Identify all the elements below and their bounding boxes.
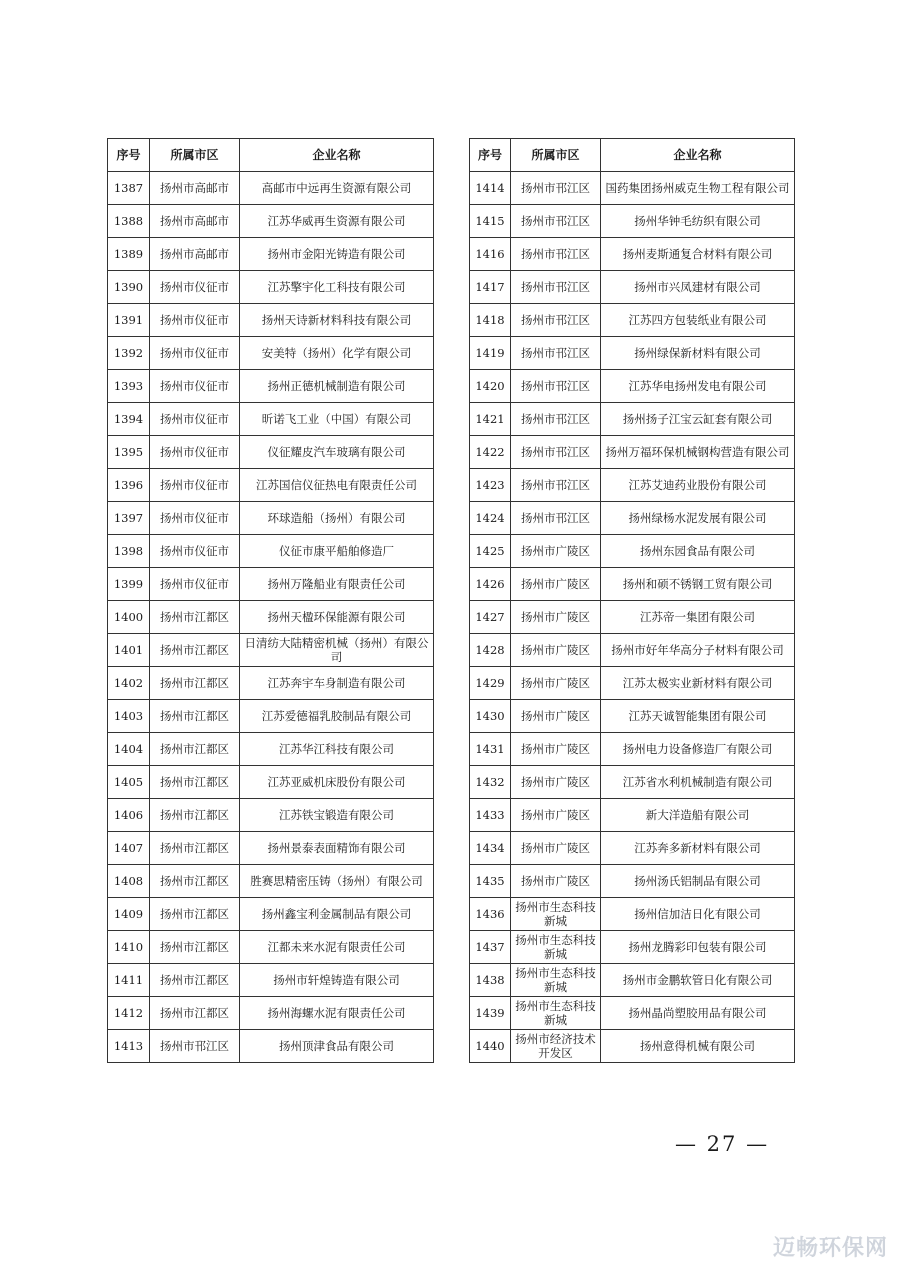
cell-district: 扬州市生态科技新城 — [511, 898, 601, 931]
cell-company: 扬州汤氏铝制品有限公司 — [601, 865, 795, 898]
table-row — [470, 931, 795, 964]
table-row — [108, 1030, 434, 1063]
table-row — [108, 997, 434, 1030]
cell-district: 扬州市广陵区 — [511, 865, 601, 898]
table-row — [108, 799, 434, 832]
cell-no: 1416 — [470, 238, 511, 271]
cell-district: 扬州市广陵区 — [511, 568, 601, 601]
table-row — [470, 667, 795, 700]
cell-district: 扬州市江都区 — [150, 799, 240, 832]
cell-no: 1427 — [470, 601, 511, 634]
cell-district: 扬州市仪征市 — [150, 568, 240, 601]
table-row — [108, 832, 434, 865]
table-header-row — [470, 139, 795, 172]
cell-company: 仪征耀皮汽车玻璃有限公司 — [240, 436, 434, 469]
cell-no: 1397 — [108, 502, 150, 535]
cell-no: 1431 — [470, 733, 511, 766]
table-row — [470, 172, 795, 205]
cell-no: 1419 — [470, 337, 511, 370]
cell-no: 1410 — [108, 931, 150, 964]
table-row — [108, 700, 434, 733]
cell-no: 1388 — [108, 205, 150, 238]
cell-district: 扬州市江都区 — [150, 700, 240, 733]
cell-district: 扬州市江都区 — [150, 733, 240, 766]
enterprise-table-right — [469, 138, 795, 1063]
header-no: 序号 — [108, 139, 150, 172]
cell-no: 1436 — [470, 898, 511, 931]
cell-company: 扬州市金阳光铸造有限公司 — [240, 238, 434, 271]
header-no: 序号 — [470, 139, 511, 172]
cell-district: 扬州市邗江区 — [511, 403, 601, 436]
cell-district: 扬州市邗江区 — [511, 502, 601, 535]
table-row — [470, 1030, 795, 1063]
cell-company: 江苏四方包装纸业有限公司 — [601, 304, 795, 337]
cell-company: 仪征市康平船舶修造厂 — [240, 535, 434, 568]
table-row — [470, 568, 795, 601]
cell-district: 扬州市仪征市 — [150, 535, 240, 568]
cell-company: 扬州市兴凤建材有限公司 — [601, 271, 795, 304]
cell-district: 扬州市广陵区 — [511, 766, 601, 799]
cell-company: 扬州扬子江宝云缸套有限公司 — [601, 403, 795, 436]
cell-district: 扬州市江都区 — [150, 634, 240, 667]
cell-no: 1412 — [108, 997, 150, 1030]
table-row — [470, 733, 795, 766]
cell-district: 扬州市生态科技新城 — [511, 997, 601, 1030]
cell-company: 江都未来水泥有限责任公司 — [240, 931, 434, 964]
table-row — [108, 931, 434, 964]
cell-no: 1387 — [108, 172, 150, 205]
table-row — [470, 370, 795, 403]
cell-district: 扬州市邗江区 — [511, 337, 601, 370]
table-row — [108, 304, 434, 337]
table-row — [470, 766, 795, 799]
cell-company: 扬州华钟毛纺织有限公司 — [601, 205, 795, 238]
cell-district: 扬州市邗江区 — [511, 271, 601, 304]
cell-district: 扬州市仪征市 — [150, 271, 240, 304]
cell-district: 扬州市广陵区 — [511, 535, 601, 568]
cell-district: 扬州市高邮市 — [150, 238, 240, 271]
table-row — [470, 271, 795, 304]
cell-company: 扬州电力设备修造厂有限公司 — [601, 733, 795, 766]
cell-no: 1438 — [470, 964, 511, 997]
cell-company: 江苏华威再生资源有限公司 — [240, 205, 434, 238]
cell-district: 扬州市广陵区 — [511, 601, 601, 634]
cell-district: 扬州市邗江区 — [150, 1030, 240, 1063]
cell-no: 1429 — [470, 667, 511, 700]
cell-company: 扬州晶尚塑胶用品有限公司 — [601, 997, 795, 1030]
cell-no: 1407 — [108, 832, 150, 865]
cell-company: 国药集团扬州威克生物工程有限公司 — [601, 172, 795, 205]
header-district: 所属市区 — [511, 139, 601, 172]
cell-company: 江苏帝一集团有限公司 — [601, 601, 795, 634]
cell-no: 1391 — [108, 304, 150, 337]
table-row — [470, 865, 795, 898]
cell-no: 1406 — [108, 799, 150, 832]
cell-no: 1408 — [108, 865, 150, 898]
table-row — [108, 667, 434, 700]
cell-company: 扬州天诗新材料科技有限公司 — [240, 304, 434, 337]
table-row — [470, 403, 795, 436]
cell-no: 1418 — [470, 304, 511, 337]
cell-company: 江苏爱德福乳胶制品有限公司 — [240, 700, 434, 733]
cell-no: 1420 — [470, 370, 511, 403]
cell-company: 江苏奔多新材料有限公司 — [601, 832, 795, 865]
table-body-right — [470, 172, 795, 1063]
cell-no: 1414 — [470, 172, 511, 205]
table-row — [108, 634, 434, 667]
cell-district: 扬州市江都区 — [150, 667, 240, 700]
cell-company: 扬州市轩煌铸造有限公司 — [240, 964, 434, 997]
cell-company: 扬州绿保新材料有限公司 — [601, 337, 795, 370]
cell-district: 扬州市广陵区 — [511, 667, 601, 700]
cell-no: 1432 — [470, 766, 511, 799]
cell-company: 安美特（扬州）化学有限公司 — [240, 337, 434, 370]
cell-district: 扬州市江都区 — [150, 997, 240, 1030]
header-district: 所属市区 — [150, 139, 240, 172]
cell-district: 扬州市仪征市 — [150, 502, 240, 535]
table-row — [108, 568, 434, 601]
cell-no: 1426 — [470, 568, 511, 601]
cell-company: 扬州万隆船业有限责任公司 — [240, 568, 434, 601]
table-row — [470, 799, 795, 832]
cell-district: 扬州市生态科技新城 — [511, 931, 601, 964]
table-row — [470, 205, 795, 238]
enterprise-table-left — [107, 138, 434, 1063]
table-row — [108, 238, 434, 271]
cell-no: 1417 — [470, 271, 511, 304]
cell-no: 1428 — [470, 634, 511, 667]
cell-district: 扬州市仪征市 — [150, 337, 240, 370]
cell-no: 1401 — [108, 634, 150, 667]
cell-company: 扬州万福环保机械钢构营造有限公司 — [601, 436, 795, 469]
cell-district: 扬州市仪征市 — [150, 436, 240, 469]
cell-no: 1435 — [470, 865, 511, 898]
site-watermark: 迈畅环保网 — [772, 1236, 888, 1261]
cell-district: 扬州市广陵区 — [511, 634, 601, 667]
cell-no: 1394 — [108, 403, 150, 436]
cell-district: 扬州市广陵区 — [511, 832, 601, 865]
cell-no: 1411 — [108, 964, 150, 997]
cell-district: 扬州市高邮市 — [150, 172, 240, 205]
cell-district: 扬州市江都区 — [150, 898, 240, 931]
cell-no: 1440 — [470, 1030, 511, 1063]
cell-no: 1422 — [470, 436, 511, 469]
table-row — [470, 700, 795, 733]
header-company: 企业名称 — [240, 139, 434, 172]
cell-company: 环球造船（扬州）有限公司 — [240, 502, 434, 535]
cell-company: 扬州龙腾彩印包装有限公司 — [601, 931, 795, 964]
page-number: — 27 — — [675, 1132, 770, 1156]
cell-no: 1393 — [108, 370, 150, 403]
cell-company: 江苏天诚智能集团有限公司 — [601, 700, 795, 733]
cell-company: 昕诺飞工业（中国）有限公司 — [240, 403, 434, 436]
cell-no: 1403 — [108, 700, 150, 733]
table-row — [108, 469, 434, 502]
cell-district: 扬州市仪征市 — [150, 304, 240, 337]
cell-district: 扬州市江都区 — [150, 601, 240, 634]
cell-district: 扬州市邗江区 — [511, 370, 601, 403]
cell-company: 扬州绿杨水泥发展有限公司 — [601, 502, 795, 535]
cell-company: 扬州景泰表面精饰有限公司 — [240, 832, 434, 865]
table-row — [470, 502, 795, 535]
cell-company: 扬州意得机械有限公司 — [601, 1030, 795, 1063]
cell-company: 江苏奔宇车身制造有限公司 — [240, 667, 434, 700]
header-company: 企业名称 — [601, 139, 795, 172]
cell-district: 扬州市仪征市 — [150, 469, 240, 502]
table-row — [470, 469, 795, 502]
table-row — [470, 997, 795, 1030]
cell-company: 扬州鑫宝利金属制品有限公司 — [240, 898, 434, 931]
table-row — [108, 337, 434, 370]
table-row — [108, 502, 434, 535]
table-row — [108, 898, 434, 931]
cell-no: 1396 — [108, 469, 150, 502]
cell-district: 扬州市江都区 — [150, 766, 240, 799]
cell-no: 1398 — [108, 535, 150, 568]
cell-no: 1433 — [470, 799, 511, 832]
cell-no: 1434 — [470, 832, 511, 865]
cell-company: 江苏华电扬州发电有限公司 — [601, 370, 795, 403]
cell-no: 1421 — [470, 403, 511, 436]
cell-company: 江苏艾迪药业股份有限公司 — [601, 469, 795, 502]
cell-company: 江苏擎宇化工科技有限公司 — [240, 271, 434, 304]
table-row — [108, 172, 434, 205]
cell-company: 江苏省水利机械制造有限公司 — [601, 766, 795, 799]
cell-company: 扬州市好年华高分子材料有限公司 — [601, 634, 795, 667]
cell-company: 江苏亚威机床股份有限公司 — [240, 766, 434, 799]
cell-company: 胜赛思精密压铸（扬州）有限公司 — [240, 865, 434, 898]
cell-district: 扬州市邗江区 — [511, 238, 601, 271]
cell-no: 1409 — [108, 898, 150, 931]
cell-company: 扬州麦斯通复合材料有限公司 — [601, 238, 795, 271]
cell-company: 扬州正德机械制造有限公司 — [240, 370, 434, 403]
table-row — [108, 535, 434, 568]
cell-no: 1404 — [108, 733, 150, 766]
cell-no: 1400 — [108, 601, 150, 634]
cell-company: 江苏铁宝锻造有限公司 — [240, 799, 434, 832]
cell-district: 扬州市邗江区 — [511, 172, 601, 205]
cell-company: 扬州东园食品有限公司 — [601, 535, 795, 568]
table-row — [108, 403, 434, 436]
table-row — [470, 304, 795, 337]
table-row — [470, 238, 795, 271]
cell-district: 扬州市邗江区 — [511, 469, 601, 502]
cell-company: 新大洋造船有限公司 — [601, 799, 795, 832]
cell-district: 扬州市邗江区 — [511, 304, 601, 337]
cell-no: 1405 — [108, 766, 150, 799]
table-row — [108, 205, 434, 238]
cell-no: 1423 — [470, 469, 511, 502]
table-body-left — [108, 172, 434, 1063]
cell-company: 扬州市金鹏软管日化有限公司 — [601, 964, 795, 997]
cell-district: 扬州市仪征市 — [150, 403, 240, 436]
cell-company: 高邮市中远再生资源有限公司 — [240, 172, 434, 205]
table-row — [470, 634, 795, 667]
table-row — [108, 601, 434, 634]
cell-no: 1439 — [470, 997, 511, 1030]
cell-no: 1413 — [108, 1030, 150, 1063]
cell-no: 1402 — [108, 667, 150, 700]
table-row — [108, 766, 434, 799]
table-row — [108, 271, 434, 304]
cell-company: 日清纺大陆精密机械（扬州）有限公司 — [240, 634, 434, 667]
table-row — [108, 865, 434, 898]
cell-company: 扬州天楹环保能源有限公司 — [240, 601, 434, 634]
cell-no: 1430 — [470, 700, 511, 733]
cell-company: 扬州信加洁日化有限公司 — [601, 898, 795, 931]
cell-district: 扬州市广陵区 — [511, 799, 601, 832]
table-row — [470, 964, 795, 997]
cell-district: 扬州市江都区 — [150, 865, 240, 898]
table-row — [470, 898, 795, 931]
cell-district: 扬州市广陵区 — [511, 733, 601, 766]
cell-no: 1399 — [108, 568, 150, 601]
table-row — [108, 964, 434, 997]
cell-no: 1390 — [108, 271, 150, 304]
cell-district: 扬州市生态科技新城 — [511, 964, 601, 997]
cell-company: 扬州顶津食品有限公司 — [240, 1030, 434, 1063]
cell-district: 扬州市江都区 — [150, 931, 240, 964]
cell-company: 江苏太极实业新材料有限公司 — [601, 667, 795, 700]
cell-no: 1415 — [470, 205, 511, 238]
cell-company: 扬州海螺水泥有限责任公司 — [240, 997, 434, 1030]
cell-district: 扬州市高邮市 — [150, 205, 240, 238]
table-row — [470, 832, 795, 865]
cell-district: 扬州市仪征市 — [150, 370, 240, 403]
cell-company: 江苏国信仪征热电有限责任公司 — [240, 469, 434, 502]
cell-district: 扬州市经济技术开发区 — [511, 1030, 601, 1063]
cell-no: 1389 — [108, 238, 150, 271]
cell-district: 扬州市广陵区 — [511, 700, 601, 733]
cell-district: 扬州市邗江区 — [511, 436, 601, 469]
table-row — [470, 535, 795, 568]
cell-no: 1424 — [470, 502, 511, 535]
table-header-row — [108, 139, 434, 172]
cell-company: 扬州和硕不锈钢工贸有限公司 — [601, 568, 795, 601]
table-row — [470, 436, 795, 469]
cell-district: 扬州市江都区 — [150, 832, 240, 865]
table-row — [108, 370, 434, 403]
cell-no: 1437 — [470, 931, 511, 964]
table-row — [470, 337, 795, 370]
table-row — [108, 733, 434, 766]
table-row — [108, 436, 434, 469]
cell-district: 扬州市邗江区 — [511, 205, 601, 238]
cell-no: 1425 — [470, 535, 511, 568]
cell-no: 1392 — [108, 337, 150, 370]
cell-no: 1395 — [108, 436, 150, 469]
cell-district: 扬州市江都区 — [150, 964, 240, 997]
table-row — [470, 601, 795, 634]
cell-company: 江苏华江科技有限公司 — [240, 733, 434, 766]
